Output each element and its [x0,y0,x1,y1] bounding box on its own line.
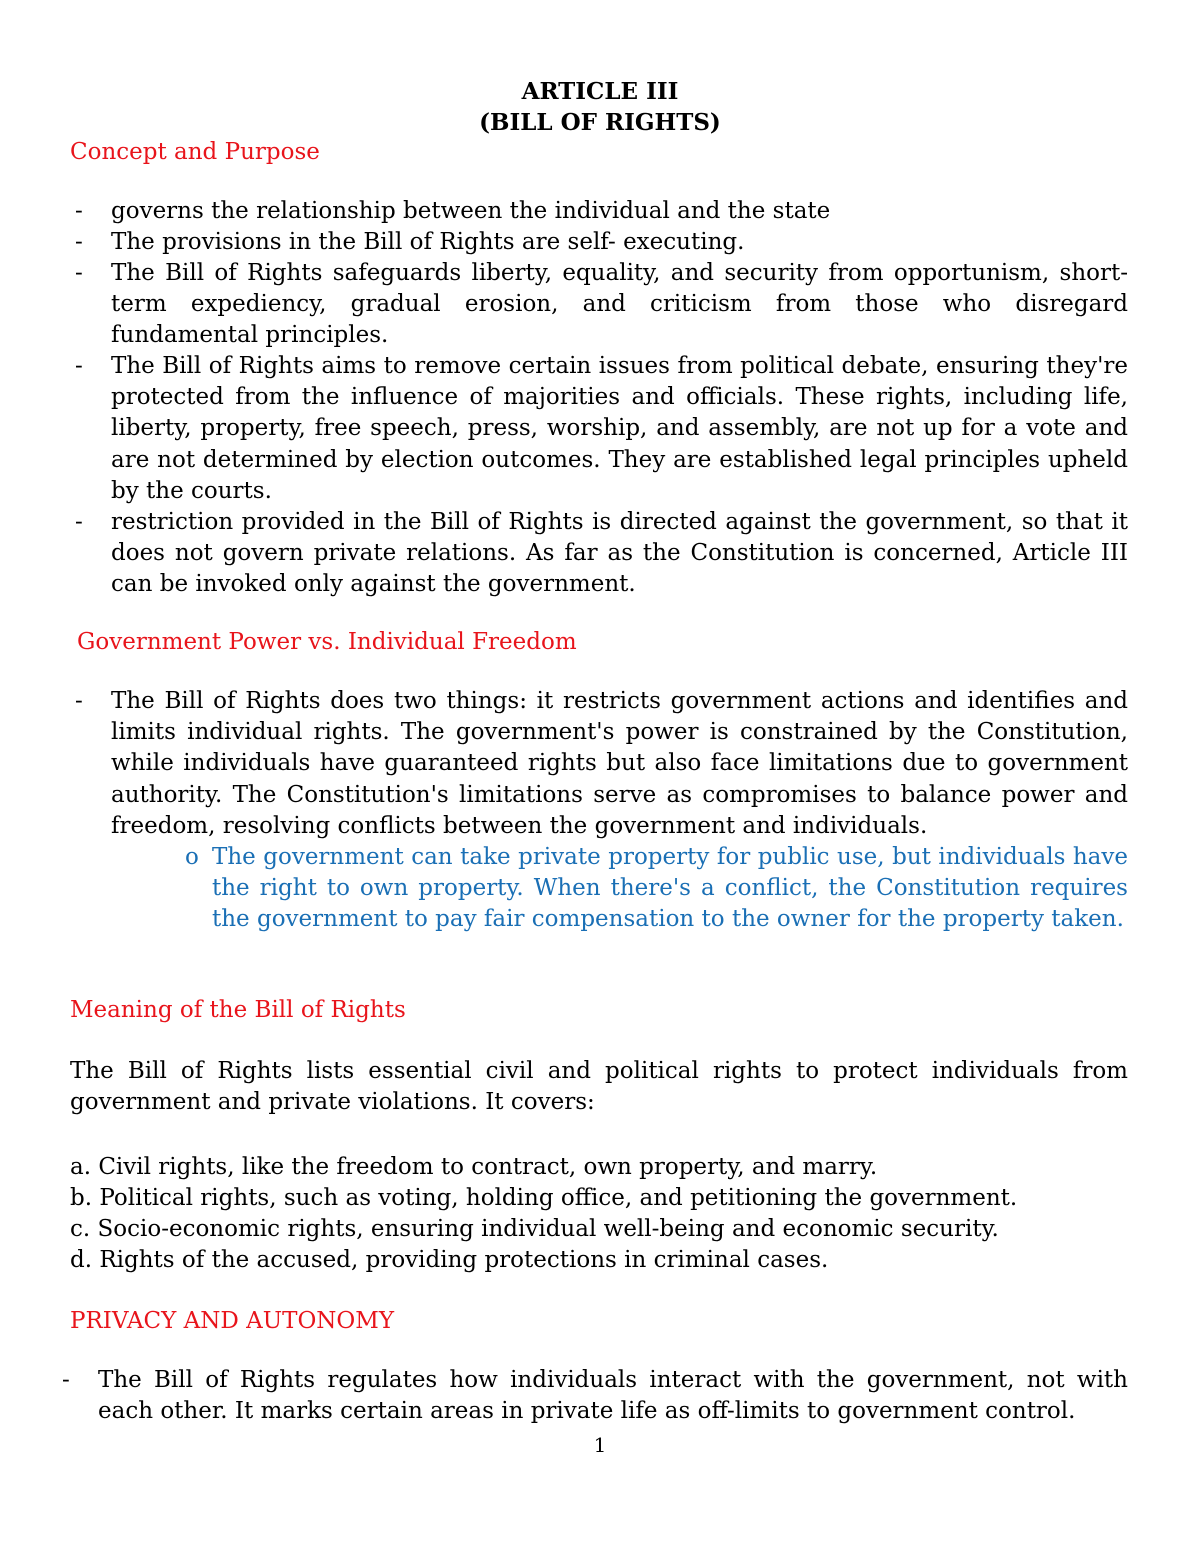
list-item-text: The provisions in the Bill of Rights are self- executing. [111,229,745,255]
circle-bullet-icon: o [185,844,199,870]
rights-list-item: a. Civil rights, like the freedom to contract, own property, and marry. [70,1154,878,1180]
list-item-text: The Bill of Rights does two things: it restricts government actions and identifies and limits individual rights. The government's power is constrained by the Constitution, while individuals have guaranteed rights but also face limitations due to government authority. The Constitution's limitations serve as compromises to balance power and freedom, resolving conflicts between the government and individuals. [111,688,1128,839]
section-heading-concept: Concept and Purpose [70,139,320,165]
dash-bullet: - [75,260,83,286]
dash-bullet: - [75,353,83,379]
page-number: 1 [593,1433,607,1457]
list-item [75,686,1128,842]
section-heading-privacy: PRIVACY AND AUTONOMY [70,1308,395,1334]
list-item [75,351,1128,507]
list-item [75,196,1128,227]
list-item-text: The Bill of Rights regulates how individuals interact with the government, not with each other. It marks certain areas in private life as off-limits to government control. [98,1367,1128,1425]
list-item-text: restriction provided in the Bill of Rights is directed against the government, so that it does not govern private relations. As far as the Constitution is concerned, Article III can be invoked only against the government. [111,509,1128,598]
document-title: ARTICLE III [521,78,679,105]
list-item [75,227,1128,258]
document-subtitle: (BILL OF RIGHTS) [479,109,721,136]
list-item [75,258,1128,352]
dash-bullet: - [75,509,83,535]
list-item-text: governs the relationship between the individual and the state [111,198,831,224]
list-item [62,1365,1128,1427]
dash-bullet: - [75,688,83,714]
sub-list-item [185,842,1128,936]
rights-list-item: c. Socio-economic rights, ensuring individual well-being and economic security. [70,1216,999,1242]
section-heading-power: Government Power vs. Individual Freedom [77,629,577,655]
list-item [75,507,1128,601]
dash-bullet: - [62,1367,70,1393]
list-item-text: The Bill of Rights safeguards liberty, equality, and security from opportunism, short-term expediency, gradual erosion, and criticism from those who disregard fundamental principles. [111,260,1128,349]
intro-paragraph: The Bill of Rights lists essential civil and political rights to protect individuals from government and private violations. It covers: [70,1058,1128,1116]
list-item-text: The Bill of Rights aims to remove certain issues from political debate, ensuring they're protected from the influence of majorities and officials. These rights, including life, liberty, property, free speech, press, worship, and assembly, are not up for a vote and are not determined by election outcomes. They are established legal principles upheld by the courts. [111,353,1128,504]
dash-bullet: - [75,198,83,224]
sub-list-item-text: The government can take private property for public use, but individuals have the right to own property. When there's a conflict, the Constitution requires the government to pay fair compensation to the owner for the property taken. [212,844,1128,933]
rights-list-item: b. Political rights, such as voting, holding office, and petitioning the government. [70,1185,1018,1211]
dash-bullet: - [75,229,83,255]
section-heading-meaning: Meaning of the Bill of Rights [70,997,406,1023]
rights-list-item: d. Rights of the accused, providing protections in criminal cases. [70,1247,829,1273]
